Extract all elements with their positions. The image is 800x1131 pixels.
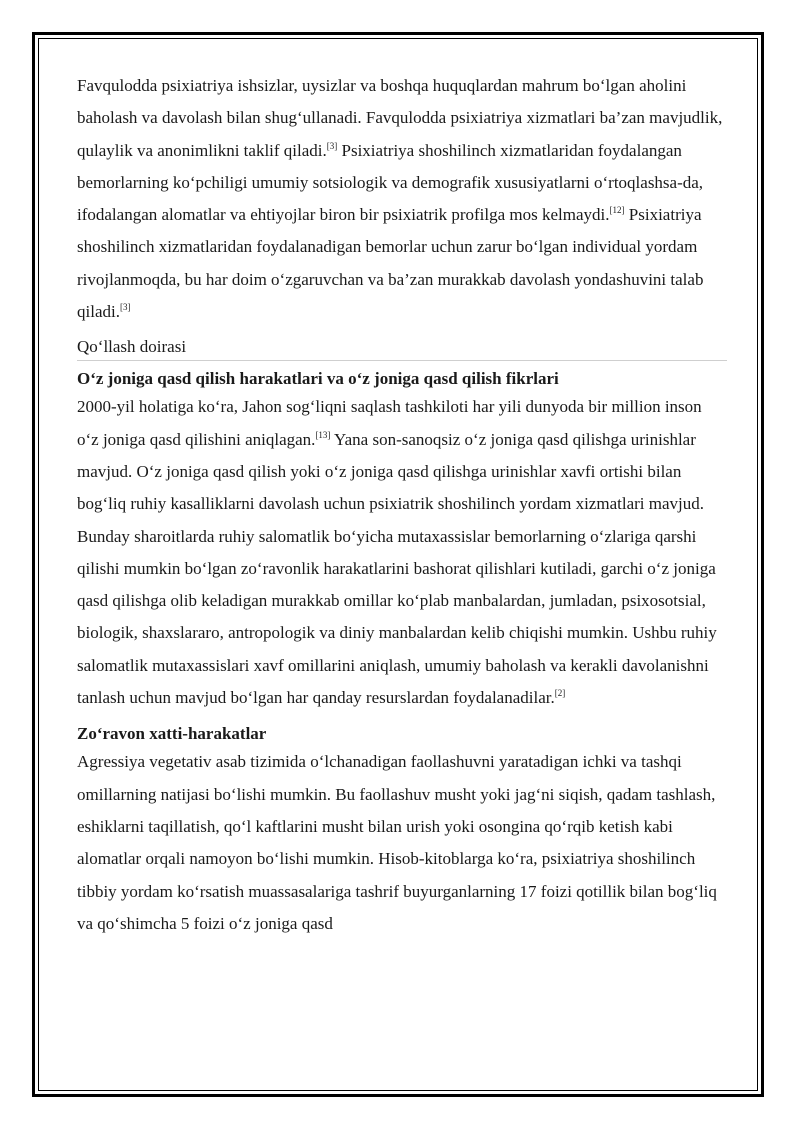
section-heading: Qo‘llash doirasi xyxy=(77,335,727,361)
intro-text-c: Psixiatriya shoshilinch xizmatlaridan foydalanadigan bemorlar uchun zarur bo‘lgan individual yordam rivojlanmoqda, bu har doim o‘zgaruvchan va ba’zan murakkab davolash yondashuvini talab qiladi. xyxy=(77,205,704,322)
document-body xyxy=(77,70,727,940)
intro-paragraph xyxy=(77,70,727,328)
citation-ref[interactable]: [12] xyxy=(609,205,625,216)
citation-ref[interactable]: [13] xyxy=(315,429,331,440)
violence-subheading: Zo‘ravon xatti-harakatlar xyxy=(77,724,267,744)
violence-paragraph: Agressiya vegetativ asab tizimida o‘lchanadigan faollashuvni yaratadigan ichki va tashqi omillarning natijasi bo‘lishi mumkin. Bu faollashuv musht yoki jag‘ni siqish, qadam tashlash, eshiklarni taqillatish, qo‘l kaftlarini musht bilan urish yoki osongina qo‘rqib ketish kabi alomatlar orqali namoyon bo‘lishi mumkin. Hisob-kitoblarga ko‘ra, psixiatriya shoshilinch tibbiy yordam ko‘rsatish muassasalariga tashrif buyurganlarning 17 foizi qotillik bilan bog‘liq va qo‘shimcha 5 foizi o‘z joniga qasd xyxy=(77,752,717,933)
intro-text-a: Favqulodda psixiatriya ishsizlar, uysizlar va boshqa huquqlardan mahrum bo‘lgan aholini baholash va davolash bilan shug‘ullanadi. Favqulodda psixiatriya xizmatlari ba’zan mavjudlik, qulaylik va anonimlikni taklif qiladi. xyxy=(77,76,723,160)
citation-ref[interactable]: [3] xyxy=(119,302,131,313)
citation-ref[interactable]: [3] xyxy=(326,140,338,151)
intro-text-b: Psixiatriya shoshilinch xizmatlaridan foydalangan bemorlarning ko‘pchiligi umumiy sotsiologik va demografik xususiyatlarni o‘rtoqlashsa-da, ifodalangan alomatlar va ehtiyojlar biron bir psixiatrik profilga mos kelmaydi. xyxy=(77,140,704,225)
suicide-subheading: O‘z joniga qasd qilish harakatlari va o‘z joniga qasd qilish fikrlari xyxy=(77,369,559,389)
suicide-paragraph xyxy=(77,391,727,714)
citation-ref[interactable]: [2] xyxy=(554,688,566,699)
suicide-text-a: 2000-yil holatiga ko‘ra, Jahon sog‘liqni saqlash tashkiloti har yili dunyoda bir million inson o‘z joniga qasd qilishini aniqlagan. xyxy=(77,397,702,449)
suicide-text-b: Yana son-sanoqsiz o‘z joniga qasd qilishga urinishlar mavjud. O‘z joniga qasd qilish yoki o‘z joniga qasd qilishga urinishlar xavfi ortishi bilan bog‘liq ruhiy kasalliklarni davolash uchun psixiatrik shoshilinch yordam xizmatlari mavjud. Bunday sharoitlarda ruhiy salomatlik bo‘yicha mutaxassislar bemorlarning o‘zlariga qarshi qilishi mumkin bo‘lgan zo‘ravonlik harakatlarini bashorat qilishlari kutiladi, garchi o‘z joniga qasd qilishga olib keladigan murakkab omillar ko‘plab manbalardan, jumladan, psixosotsial, biologik, shaxslararo, antropologik va diniy manbalardan kelib chiqishi mumkin. Ushbu ruhiy salomatlik mutaxassislari xavf omillarini aniqlash, umumiy baholash va kerakli davolanishni tanlash uchun mavjud bo‘lgan har qanday resurslardan foydalanadilar. xyxy=(77,429,717,708)
